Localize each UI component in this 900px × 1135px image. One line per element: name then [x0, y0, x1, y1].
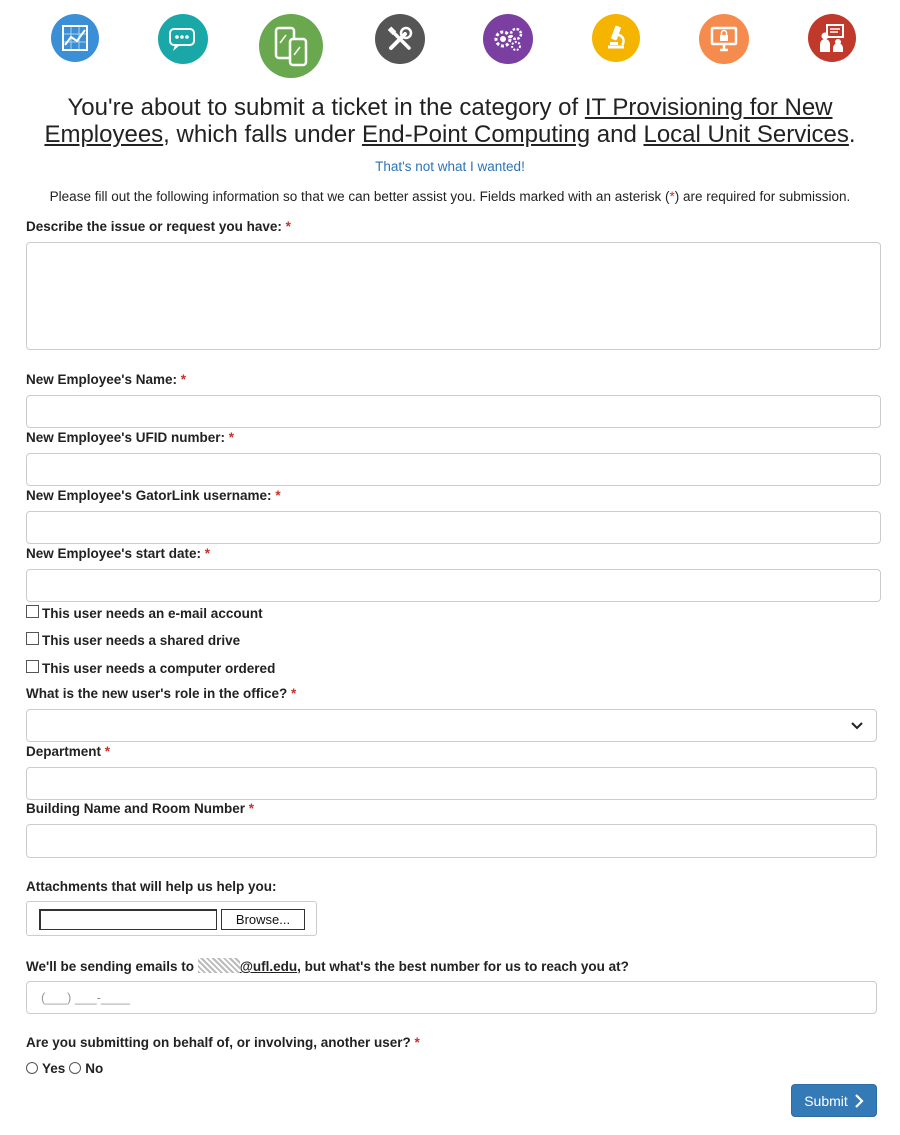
employee-name-input[interactable]: [26, 395, 881, 428]
required-mark: *: [180, 372, 187, 387]
gatorlink-input[interactable]: [26, 511, 881, 544]
title-middle: , which falls under: [163, 121, 362, 148]
start-date-label: [26, 546, 210, 561]
gatorlink-label: [26, 488, 281, 503]
presentation-icon[interactable]: [808, 14, 856, 62]
phone-label: [26, 958, 629, 974]
tools-icon[interactable]: [375, 14, 425, 64]
attachments-label: Attachments that will help us help you:: [26, 879, 277, 894]
building-room-input[interactable]: [26, 824, 877, 858]
name-label-text: New Employee's Name:: [26, 372, 178, 387]
behalf-radio-group: [26, 1061, 103, 1076]
file-path-field[interactable]: [39, 909, 217, 930]
page-title: [20, 94, 880, 148]
required-mark: *: [248, 801, 255, 816]
no-radio[interactable]: [69, 1062, 81, 1074]
start-date-label-text: New Employee's start date:: [26, 546, 202, 561]
name-label: [26, 372, 186, 387]
building-label: [26, 801, 254, 816]
category-icon-bar: [0, 12, 900, 78]
department-input[interactable]: [26, 767, 877, 800]
chevron-down-icon: [850, 719, 864, 733]
start-date-input[interactable]: [26, 569, 881, 602]
gatorlink-label-text: New Employee's GatorLink username:: [26, 488, 272, 503]
required-mark: *: [204, 546, 211, 561]
role-select[interactable]: [26, 709, 877, 742]
intro-star: *: [669, 189, 675, 204]
category-link[interactable]: IT Provisioning for New Employees: [44, 94, 833, 148]
describe-textarea[interactable]: [26, 242, 881, 350]
ufid-label-text: New Employee's UFID number:: [26, 430, 225, 445]
intro-before: Please fill out the following information so that we can better assist you. Fields marked with an asterisk (: [49, 189, 670, 204]
required-mark: *: [414, 1035, 420, 1050]
microscope-icon[interactable]: [592, 14, 640, 62]
gears-icon[interactable]: [483, 14, 533, 64]
chat-icon[interactable]: [158, 14, 208, 64]
required-mark: *: [285, 219, 291, 234]
describe-label: [26, 219, 291, 234]
browse-button[interactable]: Browse...: [221, 909, 305, 930]
title-and: and: [590, 121, 644, 148]
role-label-text: What is the new user's role in the office?: [26, 686, 288, 701]
phone-input[interactable]: [26, 981, 877, 1014]
required-mark: *: [104, 744, 111, 759]
email-domain: @ufl.edu: [239, 959, 298, 974]
computer-ordered-checkbox-row[interactable]: [26, 661, 275, 676]
shared-drive-checkbox-row[interactable]: [26, 633, 240, 648]
behalf-label-text: Are you submitting on behalf of, or involving, another user?: [26, 1035, 411, 1050]
no-label: No: [85, 1061, 104, 1076]
email-account-checkbox-row[interactable]: [26, 606, 263, 621]
required-mark: *: [291, 686, 297, 701]
email-prefix: We'll be sending emails to: [26, 959, 198, 974]
submit-label: Submit: [804, 1092, 848, 1109]
title-suffix: .: [848, 121, 856, 148]
mobile-devices-icon[interactable]: [259, 14, 323, 78]
yes-radio[interactable]: [26, 1062, 38, 1074]
behalf-label: [26, 1035, 420, 1050]
required-mark: *: [275, 488, 281, 503]
role-label: [26, 686, 296, 701]
not-wanted-link[interactable]: That's not what I wanted!: [375, 159, 525, 174]
computer-ordered-checkbox[interactable]: [26, 660, 39, 673]
shared-drive-checkbox[interactable]: [26, 632, 39, 645]
submit-button[interactable]: [791, 1084, 877, 1117]
email-account-checkbox[interactable]: [26, 605, 39, 618]
redacted-username: [198, 958, 240, 973]
building-label-text: Building Name and Room Number: [26, 801, 246, 816]
yes-label: Yes: [42, 1061, 66, 1076]
department-label-text: Department: [26, 744, 102, 759]
intro-after: ) are required for submission.: [674, 189, 851, 204]
parent-category-link[interactable]: End-Point Computing: [361, 121, 591, 148]
department-label: [26, 744, 110, 759]
phone-placeholder: (___) ___-____: [41, 990, 130, 1005]
unit-link[interactable]: Local Unit Services: [643, 121, 849, 148]
file-upload: [26, 901, 317, 936]
intro-text: [0, 189, 900, 204]
ufid-input[interactable]: [26, 453, 881, 486]
analytics-icon[interactable]: [51, 14, 99, 62]
email-account-label: This user needs an e-mail account: [42, 606, 263, 621]
email-suffix: , but what's the best number for us to reach you at?: [297, 959, 629, 974]
required-mark: *: [228, 430, 235, 445]
describe-label-text: Describe the issue or request you have:: [26, 219, 282, 234]
computer-ordered-label: This user needs a computer ordered: [42, 661, 276, 676]
title-prefix: You're about to submit a ticket in the category of: [67, 94, 585, 121]
secure-computer-icon[interactable]: [699, 14, 749, 64]
chevron-right-icon: [854, 1094, 864, 1108]
ufid-label: [26, 430, 234, 445]
shared-drive-label: This user needs a shared drive: [42, 633, 241, 648]
